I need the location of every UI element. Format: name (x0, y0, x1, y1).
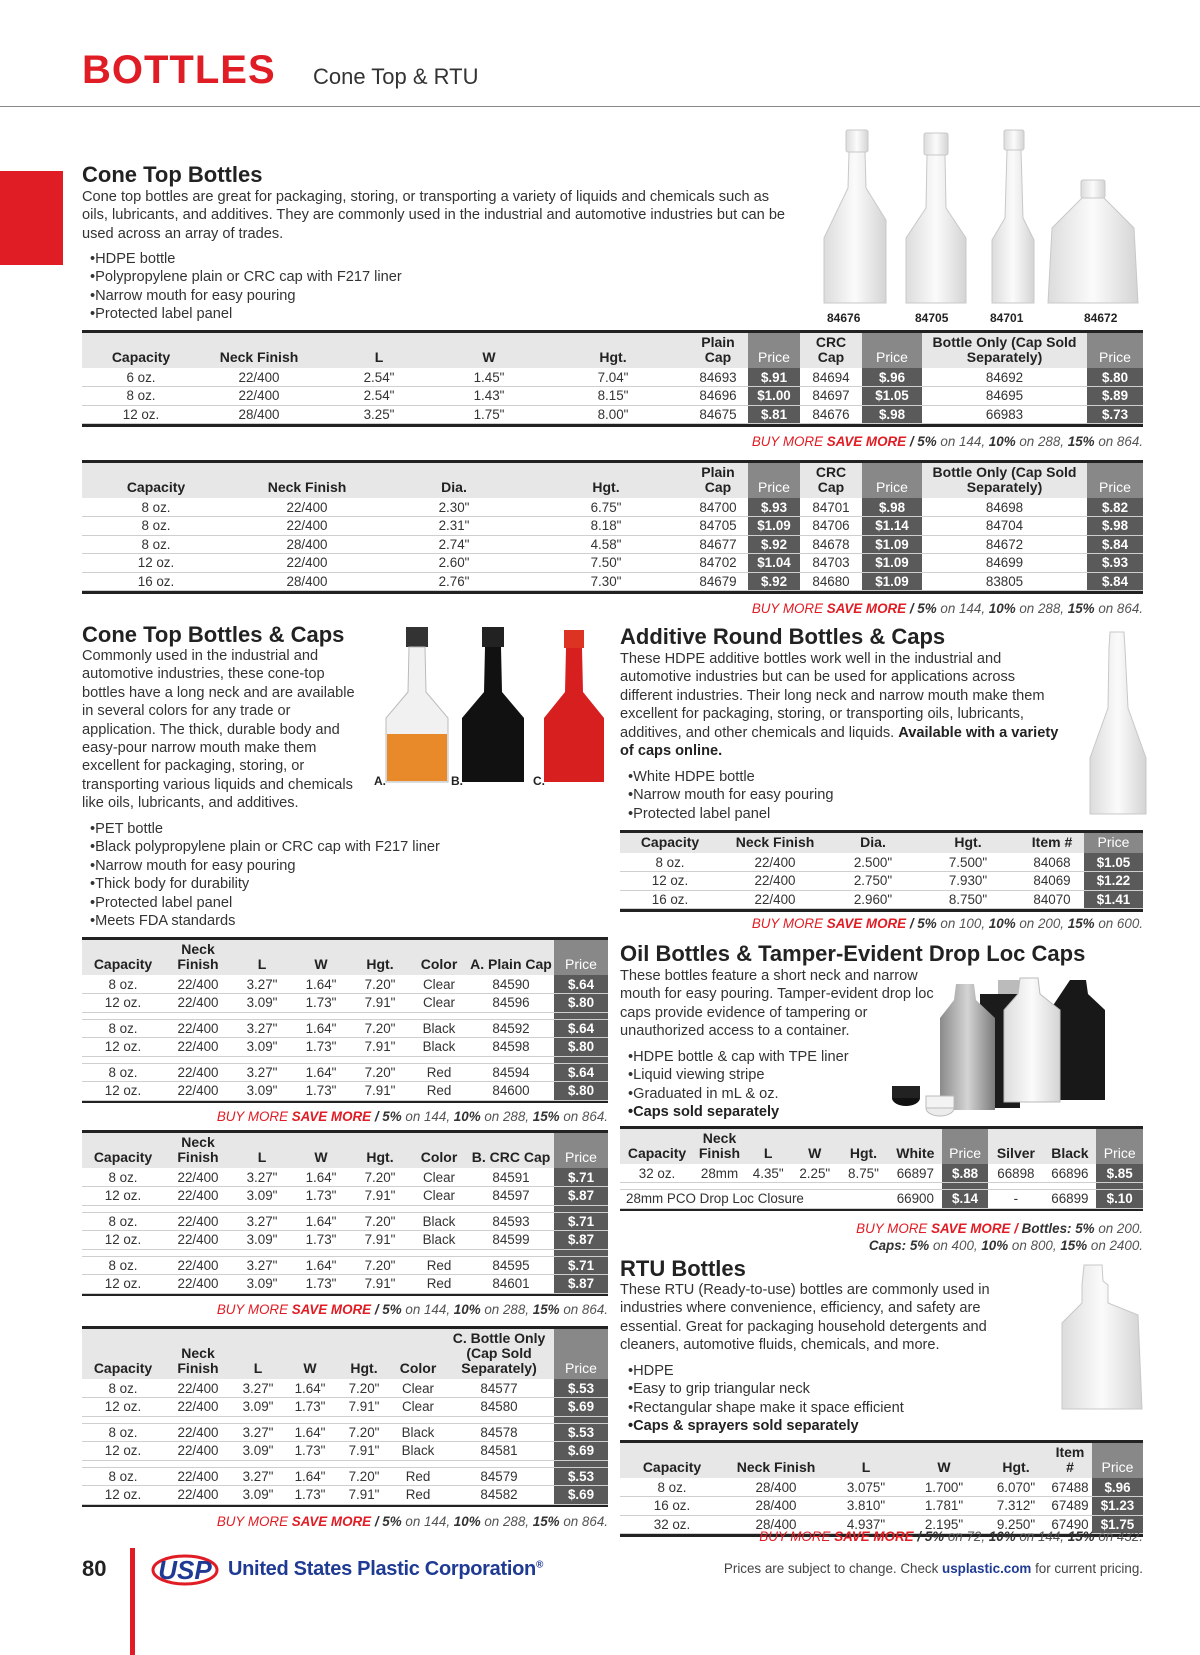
oil-bottles-desc: These bottles feature a short neck and narrow mouth for easy pouring. Tamper-evident drop loc caps provide evidence of tampering or unauthorized access to a container. (620, 968, 934, 1040)
crc-cap-table (82, 1130, 608, 1296)
additive-table (620, 830, 1143, 912)
promo-text: BUY MORE SAVE MORE / 5% on 144, 10% on 288, 15% on 864. (216, 1514, 608, 1529)
col-header: C. Bottle Only (Cap Sold Separately) (452, 1330, 546, 1376)
col-header: Price (554, 1133, 608, 1168)
table-row: 8 oz. 22/400 3.27" 1.64" 7.20" Clear 84577 $.53 (82, 1379, 608, 1398)
image-label: 84672 (1084, 311, 1118, 325)
table-row: 12 oz. 22/400 3.09" 1.73" 7.91" Black 84581 $.69 (82, 1442, 608, 1461)
table-row: 8 oz. 28/400 2.74" 4.58" 84677 $.92 84678 $1.09 84672 $.84 (82, 535, 1143, 554)
image-label: 84701 (990, 311, 1024, 325)
table-row: 32 oz. 28/400 4.937" 2.195" 9.250" 67490 $1.75 (620, 1515, 1143, 1534)
col-header: Color (420, 1149, 458, 1165)
col-header: Capacity (640, 834, 700, 850)
col-header: Capacity (126, 479, 186, 495)
col-header: Black (1051, 1145, 1089, 1161)
col-header: B. CRC Cap (471, 1149, 551, 1165)
col-header: Capacity (93, 1360, 153, 1376)
col-header: Neck Finish (219, 349, 299, 365)
table-row: 16 oz. 28/400 2.76" 7.30" 84679 $.92 84680 $1.09 83805 $.84 (82, 572, 1143, 591)
bullet: • Protected label panel (90, 305, 402, 323)
page-subtitle: Cone Top & RTU (313, 64, 479, 89)
col-header: Plain Cap (701, 334, 735, 365)
col-header: Price (554, 940, 608, 975)
col-header: Item # (1055, 1444, 1085, 1475)
col-header: Hgt. (599, 349, 627, 365)
cone-top-table-2 (82, 460, 1143, 594)
col-header: Hgt. (592, 479, 620, 495)
col-header: Neck Finish (177, 1345, 219, 1376)
promo-text: BUY MORE SAVE MORE / 5% on 144, 10% on 288, 15% on 864. (751, 434, 1143, 449)
bullet: • HDPE (628, 1362, 904, 1380)
col-header: Price (862, 333, 922, 368)
col-header: L (257, 956, 267, 972)
rtu-bullets (628, 1362, 904, 1436)
table-row: 16 oz. 28/400 3.810" 1.781" 7.312" 67489 $1.23 (620, 1497, 1143, 1516)
cone-top-caps-bullets (90, 820, 440, 930)
col-header: Neck Finish (267, 479, 347, 495)
table-row: 12 oz. 22/400 3.09" 1.73" 7.91" Clear 84596 $.80 (82, 994, 608, 1013)
image-label: C. (533, 774, 545, 788)
table-row: 12 oz. 22/400 3.09" 1.73" 7.91" Clear 84597 $.87 (82, 1187, 608, 1206)
col-header: L (861, 1459, 871, 1475)
page-number: 80 (82, 1556, 107, 1581)
table-row: 12 oz. 22/400 3.09" 1.73" 7.91" Black 84599 $.87 (82, 1231, 608, 1250)
bottle-only-table (82, 1326, 608, 1507)
table-row: 8 oz. 22/400 2.30" 6.75" 84700 $.93 84701 $.98 84698 $.82 (82, 498, 1143, 517)
col-header: Capacity (642, 1459, 702, 1475)
col-header: L (257, 1149, 267, 1165)
col-header: Dia. (441, 479, 467, 495)
table-row: 8 oz. 22/400 3.27" 1.64" 7.20" Red 84579 $.53 (82, 1467, 608, 1486)
table-row: 28mm PCO Drop Loc Closure 66900 $.14 - 66899 $.10 (620, 1190, 1143, 1209)
col-header: Price (554, 1329, 608, 1379)
col-header: L (253, 1360, 263, 1376)
bullet: • Easy to grip triangular neck (628, 1380, 904, 1398)
company-name: United States Plastic Corporation® (228, 1558, 544, 1580)
rtu-table (620, 1440, 1143, 1537)
cone-top-title: Cone Top Bottles (82, 162, 263, 187)
col-header: Hgt. (954, 834, 982, 850)
table-row: 8 oz. 22/400 3.27" 1.64" 7.20" Clear 84591 $.71 (82, 1168, 608, 1187)
table-row: 8 oz. 22/400 3.27" 1.64" 7.20" Clear 84590 $.64 (82, 975, 608, 994)
oil-bottles-image (890, 970, 1150, 1125)
table-row: 8 oz. 28/400 3.075" 1.700" 6.070" 67488 $.96 (620, 1478, 1143, 1497)
col-header: Neck Finish (698, 1130, 741, 1161)
image-label: 84676 (827, 311, 861, 325)
svg-text:USP: USP (158, 1555, 212, 1585)
col-header: Hgt. (366, 1149, 394, 1165)
header-divider (0, 106, 1200, 107)
table-row: 8 oz. 22/400 3.27" 1.64" 7.20" Black 84593 $.71 (82, 1212, 608, 1231)
additive-bullets (628, 768, 833, 823)
col-header: Price (1087, 333, 1143, 368)
col-header: CRC Cap (815, 334, 847, 365)
section-tab (0, 171, 63, 265)
col-header: A. Plain Cap (470, 956, 552, 972)
col-header: W (314, 956, 328, 972)
bullet: • Narrow mouth for easy pouring (90, 857, 440, 875)
promo-text: BUY MORE SAVE MORE / 5% on 144, 10% on 288, 15% on 864. (216, 1109, 608, 1124)
usp-logo-icon (150, 1553, 220, 1587)
bullet: • White HDPE bottle (628, 768, 833, 786)
bullet: • Caps & sprayers sold separately (628, 1417, 904, 1435)
rtu-bottle-image (1048, 1263, 1148, 1413)
additive-title: Additive Round Bottles & Caps (620, 624, 946, 649)
col-header: Plain Cap (701, 464, 735, 495)
cone-top-bottles-image (820, 128, 1150, 310)
bullet: • HDPE bottle & cap with TPE liner (628, 1048, 849, 1066)
col-header: Color (399, 1360, 437, 1376)
col-header: Hgt. (350, 1360, 378, 1376)
image-label: 84705 (915, 311, 949, 325)
col-header: W (303, 1360, 317, 1376)
table-row: 8 oz. 22/400 2.500" 7.500" 84068 $1.05 (620, 853, 1143, 872)
rtu-desc: These RTU (Ready-to-use) bottles are commonly used in industries where convenience, efficiency, and safety are essential. Great for packaging household detergents and cleaners, automotive fluids, chemicals, and more. (620, 1282, 990, 1354)
bullet: • Black polypropylene plain or CRC cap with F217 liner (90, 838, 440, 856)
colored-bottles-image (364, 622, 614, 787)
table-row: 8 oz. 22/400 3.27" 1.64" 7.20" Black 84578 $.53 (82, 1423, 608, 1442)
col-header: Capacity (93, 956, 153, 972)
col-header: Silver (996, 1145, 1035, 1161)
pricing-note: Prices are subject to change. Check usplastic.com for current pricing. (723, 1561, 1143, 1576)
table-row: 8 oz. 22/400 3.27" 1.64" 7.20" Black 84592 $.64 (82, 1019, 608, 1038)
col-header: Hgt. (849, 1145, 878, 1161)
cone-top-caps-title: Cone Top Bottles & Caps (82, 622, 345, 647)
promo-text: BUY MORE SAVE MORE / 5% on 144, 10% on 288, 15% on 864. (751, 601, 1143, 616)
table-row: 12 oz. 22/400 3.09" 1.73" 7.91" Red 84601 $.87 (82, 1275, 608, 1294)
col-header: Price (1096, 1129, 1143, 1164)
bullet: • Protected label panel (90, 894, 440, 912)
cone-top-table-1 (82, 330, 1143, 427)
col-header: Color (420, 956, 458, 972)
col-header: Bottle Only (Cap Sold Separately) (932, 334, 1077, 365)
cone-top-caps-desc-1: Commonly used in the industrial and automotive industries, these cone-top bottles have a long neck and are available in several colors for any trade or application. The thick, durable body and easy-pour narrow mouth make them excellent for packaging, storing, or transporting various liquids and chemicals like oils, lubricants, and additives. (82, 648, 355, 812)
table-row: 12 oz. 22/400 3.09" 1.73" 7.91" Red 84582 $.69 (82, 1486, 608, 1505)
col-header: Capacity (111, 349, 171, 365)
table-row: 16 oz. 22/400 2.960" 8.750" 84070 $1.41 (620, 890, 1143, 909)
cone-top-desc: Cone top bottles are great for packaging, storing, or transporting a variety of liquids and chemicals such as oils, lubricants, and additives. They are commonly used in the industrial and automotive industries but can be used across an array of trades. (82, 189, 786, 242)
image-label: B. (451, 774, 463, 788)
table-row: 32 oz. 28mm 4.35" 2.25" 8.75" 66897 $.88 66898 66896 $.85 (620, 1164, 1143, 1183)
table-row: 8 oz. 22/400 3.27" 1.64" 7.20" Red 84595 $.71 (82, 1256, 608, 1275)
table-row: 8 oz. 22/400 2.54" 1.43" 8.15" 84696 $1.00 84697 $1.05 84695 $.89 (82, 387, 1143, 406)
col-header: Hgt. (366, 956, 394, 972)
table-row: 12 oz. 22/400 3.09" 1.73" 7.91" Red 84600 $.80 (82, 1082, 608, 1101)
col-header: Capacity (93, 1149, 153, 1165)
col-header: Price (1092, 1443, 1143, 1478)
col-header: Dia. (860, 834, 886, 850)
bullet: • Caps sold separately (628, 1103, 849, 1121)
promo-text: BUY MORE SAVE MORE / 5% on 72, 10% on 144, 15% on 432. (759, 1529, 1143, 1544)
bullet: • Polypropylene plain or CRC cap with F217 liner (90, 268, 402, 286)
col-header: Price (942, 1129, 989, 1164)
oil-bottles-bullets (628, 1048, 849, 1122)
col-header: W (482, 349, 496, 365)
col-header: White (896, 1145, 935, 1161)
table-row: 12 oz. 22/400 2.60" 7.50" 84702 $1.04 84703 $1.09 84699 $.93 (82, 554, 1143, 573)
col-header: Price (862, 463, 922, 498)
table-row: 12 oz. 22/400 3.09" 1.73" 7.91" Black 84598 $.80 (82, 1038, 608, 1057)
col-header: L (374, 349, 384, 365)
col-header: W (808, 1145, 822, 1161)
table-row: 8 oz. 22/400 2.31" 8.18" 84705 $1.09 84706 $1.14 84704 $.98 (82, 517, 1143, 536)
bullet: • HDPE bottle (90, 250, 402, 268)
table-row: 8 oz. 22/400 3.27" 1.64" 7.20" Red 84594 $.64 (82, 1063, 608, 1082)
promo-text: BUY MORE SAVE MORE / 5% on 100, 10% on 200, 15% on 600. (751, 916, 1143, 931)
col-header: W (937, 1459, 951, 1475)
col-header: Neck Finish (177, 1134, 219, 1165)
rtu-title: RTU Bottles (620, 1256, 746, 1281)
col-header: Bottle Only (Cap Sold Separately) (932, 464, 1077, 495)
additive-desc: These HDPE additive bottles work well in the industrial and automotive industries but can be used for applications across different industries. Their long neck and narrow mouth make them excellent for packaging, storing, or transporting oils, lubricants, additives, and other chemicals and liquids. Available with a variety of caps online. (620, 651, 1059, 760)
promo-text: BUY MORE SAVE MORE / Bottles: 5% on 200. Caps: 5% on 400, 10% on 800, 15% on 2400. (856, 1221, 1143, 1253)
additive-bottle-image (1080, 628, 1160, 818)
promo-text: BUY MORE SAVE MORE / 5% on 144, 10% on 288, 15% on 864. (216, 1302, 608, 1317)
table-row: 12 oz. 22/400 2.750" 7.930" 84069 $1.22 (620, 872, 1143, 891)
bullet: • Narrow mouth for easy pouring (628, 786, 833, 804)
oil-bottles-title: Oil Bottles & Tamper-Evident Drop Loc Caps (620, 941, 1086, 966)
col-header: Capacity (627, 1145, 687, 1161)
col-header: Hgt. (1002, 1459, 1030, 1475)
image-label: A. (374, 774, 386, 788)
col-header: Price (748, 333, 800, 368)
cone-top-bullets (90, 250, 402, 324)
oil-bottles-table (620, 1126, 1143, 1211)
footer-bar (130, 1548, 135, 1655)
table-row: 12 oz. 28/400 3.25" 1.75" 8.00" 84675 $.81 84676 $.98 66983 $.73 (82, 405, 1143, 424)
table-row: 6 oz. 22/400 2.54" 1.45" 7.04" 84693 $.91 84694 $.96 84692 $.80 (82, 368, 1143, 387)
table-row: 12 oz. 22/400 3.09" 1.73" 7.91" Clear 84580 $.69 (82, 1398, 608, 1417)
page-title: BOTTLES (82, 48, 276, 92)
col-header: Price (1087, 463, 1143, 498)
col-header: Price (748, 463, 800, 498)
bullet: • Graduated in mL & oz. (628, 1085, 849, 1103)
col-header: L (763, 1145, 773, 1161)
col-header: Neck Finish (736, 1459, 816, 1475)
plain-cap-table (82, 937, 608, 1103)
col-header: CRC Cap (815, 464, 847, 495)
bullet: • Liquid viewing stripe (628, 1066, 849, 1084)
bullet: • Meets FDA standards (90, 912, 440, 930)
bullet: • PET bottle (90, 820, 440, 838)
bullet: • Rectangular shape make it space efficient (628, 1399, 904, 1417)
bullet: • Narrow mouth for easy pouring (90, 287, 402, 305)
col-header: Neck Finish (735, 834, 815, 850)
bullet: • Protected label panel (628, 805, 833, 823)
bullet: • Thick body for durability (90, 875, 440, 893)
col-header: W (314, 1149, 328, 1165)
col-header: Neck Finish (177, 941, 219, 972)
col-header: Item # (1031, 834, 1073, 850)
col-header: Price (1084, 833, 1143, 853)
